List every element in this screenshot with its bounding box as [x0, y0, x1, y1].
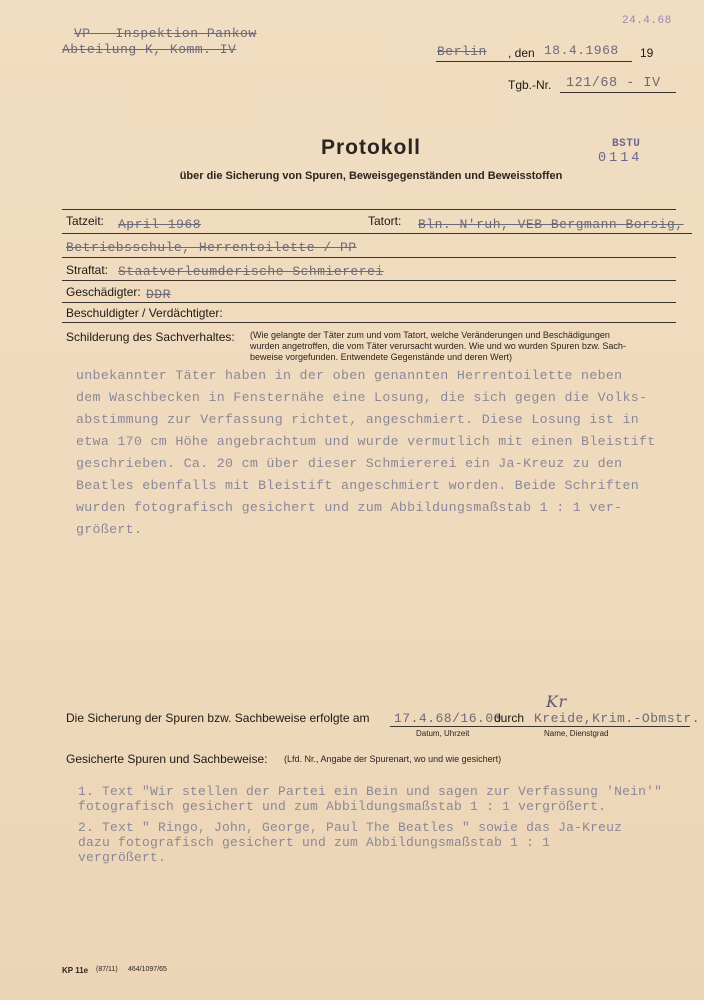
tatort-label: Tatort:	[368, 214, 402, 228]
sachverhalt-line: wurden fotografisch gesichert und zum Abbildungsmaßstab 1 : 1 ver-	[76, 500, 623, 515]
sachverhalt-hint-1: (Wie gelangte der Täter zum und vom Tatort, welche Veränderungen und Beschädigungen	[250, 330, 610, 340]
sachverhalt-hint-2: wurden angetroffen, die vom Täter verursacht wurden. Wie und wo wurden Spuren bzw. Sach-	[250, 341, 626, 351]
page-subtitle: über die Sicherung von Spuren, Beweisgegenständen und Beweisstoffen	[179, 170, 563, 182]
durch-label: durch	[494, 711, 525, 725]
sachverhalt-line: geschrieben. Ca. 20 cm über dieser Schmiererei ein Ja-Kreuz zu den	[76, 456, 623, 471]
city: Berlin	[437, 44, 487, 59]
tatort-value-continued: Betriebsschule, Herrentoilette / PP	[66, 240, 357, 255]
sachverhalt-hint-3: beweise vorgefunden. Entwendete Gegenstände und deren Wert)	[250, 352, 513, 362]
department-line-1: VP - Inspektion Pankow	[74, 26, 257, 41]
geschaedigter-label: Geschädigter:	[66, 285, 141, 299]
sicherung-label: Die Sicherung der Spuren bzw. Sachbeweise erfolgte am	[66, 711, 370, 725]
tatort-rule	[62, 257, 676, 258]
receipt-stamp-date: 24.4.68	[622, 15, 672, 27]
signature-initials: Kr	[546, 692, 567, 711]
geschaedigter-value: DDR	[146, 287, 171, 302]
datum-caption: Datum, Uhrzeit	[416, 729, 470, 738]
sachverhalt-line: Beatles ebenfalls mit Bleistift angeschmiert worden. Beide Schriften	[76, 478, 640, 493]
trace-item-line: 1. Text "Wir stellen der Partei ein Bein und sagen zur Verfassung 'Nein'"	[78, 784, 663, 799]
straftat-rule	[62, 280, 676, 281]
archive-stamp-line-1: BSTU	[612, 138, 641, 150]
date-rule	[436, 61, 632, 62]
tatzeit-label: Tatzeit:	[66, 214, 105, 228]
trace-item-line: fotografisch gesichert und zum Abbildungsmaßstab 1 : 1 vergrößert.	[78, 799, 607, 814]
sicherung-rule	[390, 726, 690, 727]
beschuldigter-label: Beschuldigter / Verdächtigter:	[66, 306, 223, 320]
gesicherte-label: Gesicherte Spuren und Sachbeweise:	[66, 752, 268, 766]
beschuldigter-rule	[62, 322, 676, 323]
page-title: Protokoll	[320, 136, 421, 159]
print-number: 464/1097/65	[128, 966, 167, 973]
tatzeit-value: April 1968	[118, 217, 202, 232]
straftat-label: Straftat:	[66, 263, 109, 277]
sachverhalt-line: dem Waschbecken in Fensternähe eine Losung, die sich gegen die Volks-	[76, 390, 648, 405]
form-version: (87/11)	[96, 966, 118, 973]
sicherung-person: Kreide,Krim.-Obmstr.	[534, 711, 701, 726]
straftat-value: Staatverleumderische Schmiererei	[118, 264, 384, 279]
archive-stamp-line-2: 0114	[598, 151, 643, 166]
den-label: , den	[508, 46, 535, 60]
sicherung-datetime: 17.4.68/16.00	[394, 711, 502, 726]
department-line-2: Abteilung K, Komm. IV	[62, 42, 237, 57]
sachverhalt-line: etwa 170 cm Höhe angebrachtum und wurde vermutlich mit einen Bleistift	[76, 434, 656, 449]
sachverhalt-line: unbekannter Täter haben in der oben genannten Herrentoilette neben	[76, 368, 623, 383]
tgb-number: 121/68 - IV	[566, 76, 661, 91]
sachverhalt-line: größert.	[76, 522, 143, 537]
gesicherte-hint: (Lfd. Nr., Angabe der Spurenart, wo und wie gesichert)	[284, 754, 502, 764]
tgb-label: Tgb.-Nr.	[508, 78, 552, 92]
tatzeit-top-rule	[62, 209, 676, 210]
trace-item-line: vergrößert.	[78, 850, 167, 865]
name-caption: Name, Dienstgrad	[544, 729, 609, 738]
sachverhalt-line: abstimmung zur Verfassung richtet, angeschmiert. Diese Losung ist in	[76, 412, 640, 427]
form-code: KP 11e	[62, 966, 89, 975]
tgb-rule	[560, 92, 676, 93]
geschaedigter-rule	[62, 302, 676, 303]
tatzeit-bottom-rule	[62, 233, 692, 234]
trace-item-line: dazu fotografisch gesichert und zum Abbildungsmaßstab 1 : 1	[78, 835, 551, 850]
sachverhalt-label: Schilderung des Sachverhaltes:	[66, 330, 235, 344]
document-date: 18.4.1968	[544, 43, 619, 58]
year-suffix: 19	[640, 46, 654, 60]
tatort-value: Bln.-N'ruh, VEB Bergmann Borsig,	[418, 217, 684, 232]
trace-item-line: 2. Text " Ringo, John, George, Paul The Beatles " sowie das Ja-Kreuz	[78, 820, 623, 835]
